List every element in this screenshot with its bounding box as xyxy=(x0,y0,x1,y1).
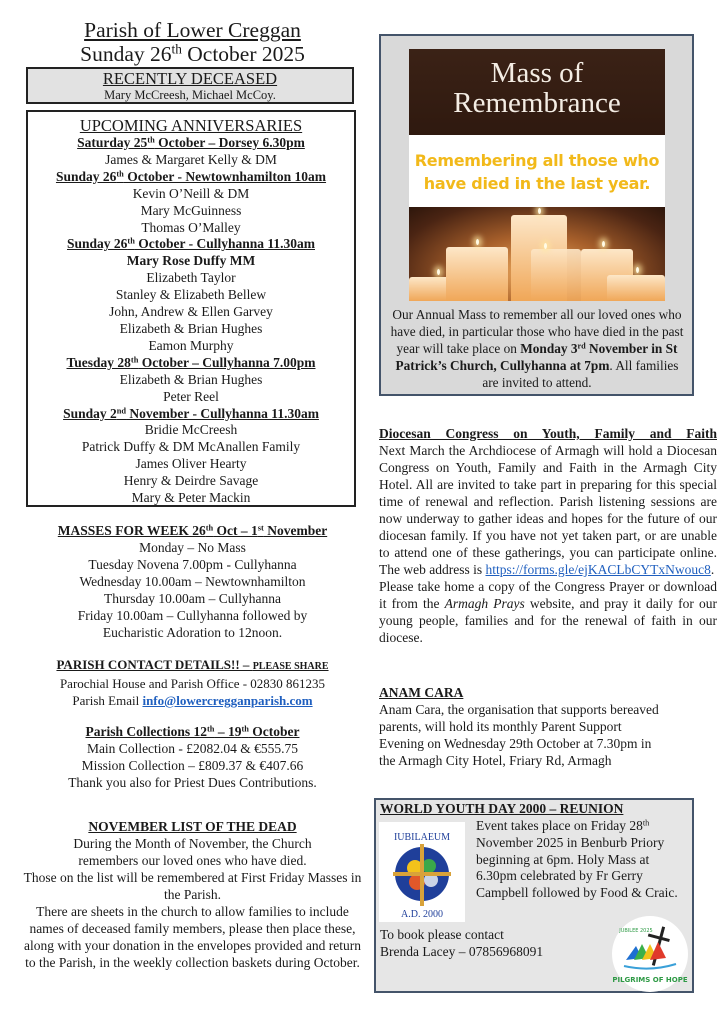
date-sup: th xyxy=(171,41,182,57)
candles-image xyxy=(409,207,665,301)
remembrance-poster xyxy=(409,49,665,301)
anniversary-name: Mary & Peter Mackin xyxy=(131,490,251,506)
anniversary-name: Eamon Murphy xyxy=(148,337,234,353)
anniversary-name: Thomas O’Malley xyxy=(141,219,241,235)
mass-line: Monday – No Mass xyxy=(139,540,246,555)
anniversary-heading-sup: nd xyxy=(116,405,127,415)
flame xyxy=(476,239,479,245)
mass-line: Eucharistic Adoration to 12noon. xyxy=(102,625,283,640)
flame xyxy=(544,243,547,249)
jubilaeum-logo-graphic xyxy=(379,822,465,922)
wyd-booking-line1: To book please contact xyxy=(380,927,504,942)
congress-para2-pre: Please take home a copy of the Congress Prayer or download it from the xyxy=(379,579,717,611)
remembrance-date: Monday 3 xyxy=(520,341,578,356)
logo-dot xyxy=(422,859,436,873)
anniversary-mass-heading xyxy=(28,135,354,152)
anam-cara-heading: ANAM CARA xyxy=(379,685,464,700)
wyd-details-sup: th xyxy=(642,818,650,828)
bulletin-title xyxy=(20,18,365,66)
pilgrims-of-hope-logo xyxy=(612,916,688,992)
november-list-para3: There are sheets in the church to allow families to include names of deceased family members, please then place these, along with your donation in the envelopes provided and return to the Parish, in the weekly collection baskets during October. xyxy=(23,904,362,970)
collections-sup2: th xyxy=(241,724,249,734)
anniversary-name: Henry & Deirdre Savage xyxy=(123,473,259,489)
anniversary-name: Bridie McCreesh xyxy=(144,422,238,438)
anniversary-name: Patrick Duffy & DM McAnallen Family xyxy=(81,439,301,455)
flame xyxy=(602,241,605,247)
wyd-heading: WORLD YOUTH DAY 2000 – REUNION xyxy=(380,801,624,816)
candle xyxy=(446,247,508,301)
anniversary-name: Kevin O’Neill & DM xyxy=(132,185,250,201)
flame xyxy=(437,269,440,275)
wyd-booking-contact: Brenda Lacey – 07856968091 xyxy=(380,943,544,959)
anniversaries-list xyxy=(28,135,354,507)
logo-bottom-text: A.D. 2000 xyxy=(401,909,443,920)
collections-section xyxy=(20,723,365,791)
wyd-details-pre: Event takes place on Friday 28 xyxy=(476,818,643,833)
recently-deceased-names: Mary McCreesh, Michael McCoy. xyxy=(104,88,276,102)
candle xyxy=(607,275,665,301)
remembrance-text-pre: Our Annual Mass to remember all our loved ones who have died, in particular those who have died in the past year will take place on xyxy=(390,307,684,356)
remembrance-date-sup: rd xyxy=(577,341,586,351)
world-youth-day-box xyxy=(374,798,694,993)
anniversaries-box xyxy=(26,110,356,507)
logo-cross-horizontal xyxy=(393,872,451,876)
jubilaeum-logo xyxy=(379,822,465,922)
anniversary-heading-post: November - Cullyhanna 11.30am xyxy=(126,405,319,421)
anniversary-heading-post: October – Dorsey 6.30pm xyxy=(154,135,305,150)
congress-para1-text: Next March the Archdiocese of Armagh will hold a Diocesan Congress on Youth, Family and Faith in the Armagh City Hotel. All are invited to take part in preparing for this special time of renewal and reflection. Parish listening sessions are now underway to gather ideas and hopes for the future of our diocesan family. If you have not yet taken part, or are unable to attend one of these gatherings, you can participate online. The web address is xyxy=(379,443,717,577)
collections-heading-mid: – 19 xyxy=(214,724,242,739)
remembrance-venue: November in St Patrick’s Church, Cullyhanna at 7pm xyxy=(395,341,678,373)
poster-title-line2: Remembrance xyxy=(453,87,621,119)
anniversary-heading-sup: th xyxy=(147,135,155,145)
armagh-prays-title: Armagh Prays xyxy=(444,596,525,611)
masses-heading-sup2: st xyxy=(257,523,264,533)
mass-line: Friday 10.00am – Cullyhanna followed by xyxy=(77,608,308,623)
masses-heading-pre: MASSES FOR WEEK 26 xyxy=(57,523,206,538)
date-suffix: October 2025 xyxy=(181,42,305,66)
date-prefix: Sunday 26 xyxy=(80,42,172,66)
mass-of-remembrance-box xyxy=(379,34,694,396)
anniversary-heading-pre: Sunday 26 xyxy=(55,168,117,184)
anniversary-name: Elizabeth Taylor xyxy=(146,270,236,286)
anniversary-name: Peter Reel xyxy=(163,388,219,404)
poster-title-line1: Mass of xyxy=(490,57,584,89)
flame xyxy=(636,267,639,273)
wyd-details xyxy=(476,818,691,902)
anniversary-heading-pre: Tuesday 28 xyxy=(66,354,131,370)
main-collection: Main Collection - £2082.04 & €555.75 xyxy=(86,741,299,756)
contact-heading-small: PLEASE SHARE xyxy=(252,661,329,672)
remembrance-text-post: . All families are invited to attend. xyxy=(482,358,679,390)
anniversary-name: Elizabeth & Brian Hughes xyxy=(119,320,263,336)
bulletin-date xyxy=(20,42,365,66)
logo-jubilee-text: JUBILEE 2025 xyxy=(619,928,653,934)
collections-heading-pre: Parish Collections 12 xyxy=(85,724,207,739)
parish-name: Parish of Lower Creggan xyxy=(84,18,301,42)
masses-heading-post: November xyxy=(263,523,328,538)
collections-heading-post: October xyxy=(248,724,300,739)
anniversary-mass-heading xyxy=(28,406,354,423)
anniversary-name: James & Margaret Kelly & DM xyxy=(105,151,277,167)
anniversary-name: Mary McGuinness xyxy=(140,202,242,218)
email-label: Parish Email xyxy=(72,693,143,708)
poster-subtitle: Remembering all those who have died in the last year. xyxy=(409,135,665,207)
anniversary-mass-heading xyxy=(28,236,354,253)
mass-line: Thursday 10.00am – Cullyhanna xyxy=(104,591,281,606)
anam-cara-section xyxy=(379,684,717,769)
contact-section xyxy=(20,656,365,709)
anniversary-heading-post: October - Cullyhanna 11.30am xyxy=(134,236,315,252)
anniversary-name: Mary Rose Duffy MM xyxy=(126,253,256,269)
november-list-para2: Those on the list will be remembered at First Friday Masses in the Parish. xyxy=(23,870,362,902)
anniversary-heading-sup: th xyxy=(116,169,124,179)
recently-deceased-heading: RECENTLY DECEASED xyxy=(102,69,278,88)
congress-form-link[interactable]: https://forms.gle/ejKACLbCYTxNwouc8 xyxy=(485,562,711,577)
anniversary-heading-sup: th xyxy=(127,236,135,246)
flame xyxy=(538,208,541,214)
anniversary-mass-heading xyxy=(28,355,354,372)
wyd-details-post: November 2025 in Benburb Priory beginning at 6pm. Holy Mass at 6.30pm celebrated by Fr Gerry Campbell followed by Food & Craic. xyxy=(476,834,678,901)
masses-heading-sup1: th xyxy=(205,523,214,533)
anniversary-name: James Oliver Hearty xyxy=(135,456,247,472)
logo-wave xyxy=(624,964,676,969)
logo-pilgrims-text: PILGRIMS OF HOPE xyxy=(612,976,688,984)
anniversaries-heading: UPCOMING ANNIVERSARIES xyxy=(79,116,303,135)
november-list-para1: During the Month of November, the Church remembers our loved ones who have died. xyxy=(73,836,312,868)
anniversary-name: Stanley & Elizabeth Bellew xyxy=(115,287,267,303)
congress-para1 xyxy=(379,442,717,578)
contact-heading-main: PARISH CONTACT DETAILS!! – xyxy=(56,657,253,672)
recently-deceased-box xyxy=(26,67,354,104)
masses-section xyxy=(20,522,365,641)
email-link[interactable]: info@lowercregganparish.com xyxy=(142,693,313,708)
office-phone: Parochial House and Parish Office - 02830 861235 xyxy=(59,676,326,691)
candle xyxy=(531,249,581,301)
congress-heading: Diocesan Congress on Youth, Family and Faith xyxy=(379,426,717,441)
pilgrims-logo-graphic xyxy=(612,916,688,992)
poster-title xyxy=(409,49,665,135)
mass-line: Tuesday Novena 7.00pm - Cullyhanna xyxy=(88,557,297,572)
anniversary-mass-heading xyxy=(28,169,354,186)
collections-thanks: Thank you also for Priest Dues Contributions. xyxy=(68,775,317,790)
november-list-section xyxy=(20,818,365,971)
anam-cara-text: Anam Cara, the organisation that supports bereaved parents, will hold its monthly Parent Support Evening on Wednesday 29th October at 7.30pm in the Armagh City Hotel, Friary Rd, Armagh xyxy=(379,702,659,768)
logo-top-text: IUBILAEUM xyxy=(393,832,451,843)
collections-sup1: th xyxy=(207,724,215,734)
november-list-heading: NOVEMBER LIST OF THE DEAD xyxy=(88,819,297,834)
anniversary-heading-sup: th xyxy=(130,355,139,365)
anniversary-heading-post: October - Newtownhamilton 10am xyxy=(123,168,327,184)
anniversary-name: John, Andrew & Ellen Garvey xyxy=(109,304,273,320)
anniversary-heading-pre: Saturday 25 xyxy=(77,135,148,150)
wyd-booking xyxy=(380,927,580,961)
anniversary-heading-post: October – Cullyhanna 7.00pm xyxy=(138,354,316,370)
email-line xyxy=(20,692,365,709)
congress-para2-post: website, and pray it daily for our young people, families and for the renewal of faith in our diocese. xyxy=(379,596,717,645)
congress-para1-end: . xyxy=(710,562,715,577)
anniversary-heading-pre: Sunday 26 xyxy=(67,236,128,252)
mission-collection: Mission Collection – £809.37 & €407.66 xyxy=(81,758,304,773)
masses-heading-mid: Oct – 1 xyxy=(213,523,258,538)
congress-para2 xyxy=(379,578,717,646)
anniversary-name: Elizabeth & Brian Hughes xyxy=(119,371,263,387)
contact-heading xyxy=(20,656,365,675)
masses-heading xyxy=(20,522,365,539)
mass-line: Wednesday 10.00am – Newtownhamilton xyxy=(79,574,306,589)
collections-heading xyxy=(20,723,365,740)
congress-section xyxy=(379,425,717,646)
anniversary-heading-pre: Sunday 2 xyxy=(63,405,117,421)
remembrance-text xyxy=(387,306,687,391)
